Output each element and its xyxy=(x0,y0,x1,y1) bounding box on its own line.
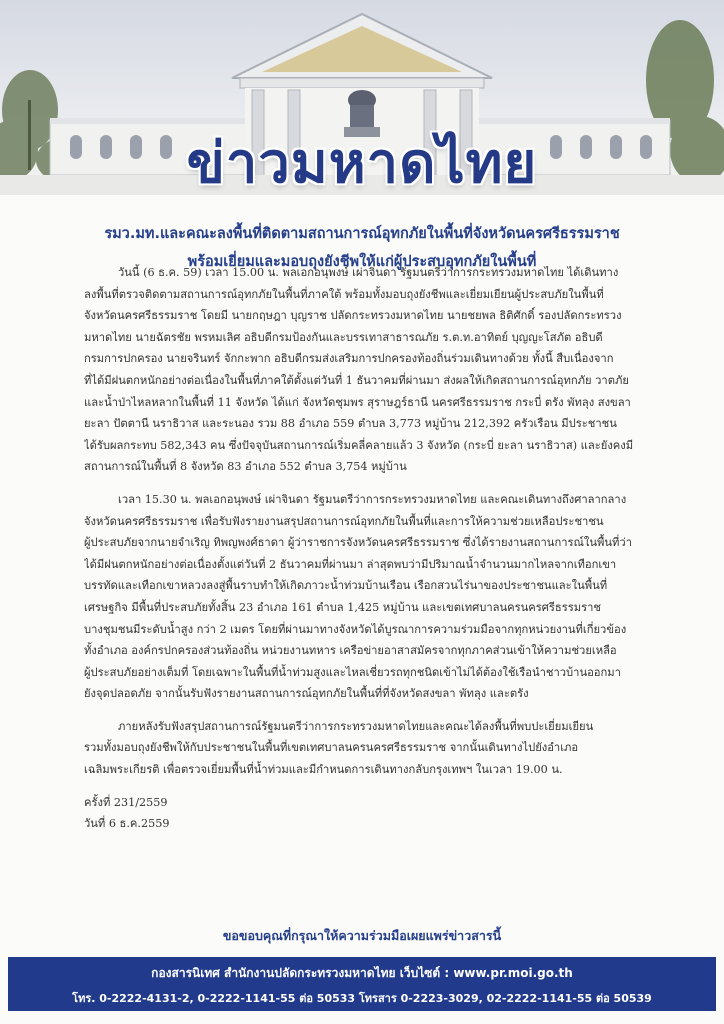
footer-office-website: กองสารนิเทศ สำนักงานปลัดกระทรวงมหาดไทย เว็บไซต์ : www.pr.moi.go.th xyxy=(151,966,573,980)
footer-bar xyxy=(8,957,716,1011)
paragraph-line: วันนี้ (6 ธ.ค. 59) เวลา 15.00 น. พลเอกอนุพงษ์ เผ่าจินดา รัฐมนตรีว่าการกระทรวงมหาดไทย ได้เดินทาง xyxy=(118,266,619,279)
paragraph-line: บางชุมชนมีระดับน้ำสูง กว่า 2 เมตร โดยที่ผ่านมาทางจังหวัดได้บูรณาการความร่วมมือจากทุกหน่วยงานที่เกี่ยวข้อง xyxy=(84,622,627,636)
article-body xyxy=(84,262,654,835)
release-meta xyxy=(84,792,654,835)
paragraph-line: รวมทั้งมอบถุงยังชีพให้กับประชาชนในพื้นที่เขตเทศบาลนครนครศรีธรรมราช จากนั้นเดินทางไปยังอำเภอ xyxy=(84,741,579,755)
paragraph-line: ที่ได้มีฝนตกหนักอย่างต่อเนื่องในพื้นที่ภาคใต้ตั้งแต่วันที่ 1 ธันวาคมที่ผ่านมา ส่งผลให้เกิดสถานการณ์อุทกภัย วาตภัย xyxy=(84,373,629,387)
paragraph-line: และน้ำป่าไหลหลากในพื้นที่ 11 จังหวัด ได้แก่ จังหวัดชุมพร สุราษฎร์ธานี นครศรีธรรมราช กระบี่ ตรัง พัทลุง สงขลา xyxy=(84,395,631,409)
headline-line-1: รมว.มท.และคณะลงพื้นที่ติดตามสถานการณ์อุทกภัยในพื้นที่จังหวัดนครศรีธรรมราช xyxy=(104,226,620,242)
release-date: วันที่ 6 ธ.ค.2559 xyxy=(84,817,170,831)
paragraph-line: ภายหลังรับฟังสรุปสถานการณ์รัฐมนตรีว่าการกระทรวงมหาดไทยและคณะได้ลงพื้นที่พบปะเยี่ยมเยียน xyxy=(118,719,594,733)
headline-line-2: พร้อมเยี่ยมและมอบถุงยังชีพให้แก่ผู้ประสบอุทกภัยในพื้นที่ xyxy=(187,254,537,270)
paragraph-line: สถานการณ์ในพื้นที่ 8 จังหวัด 83 อำเภอ 552 ตำบล 3,754 หมู่บ้าน xyxy=(84,460,407,474)
paragraph-line: ยะลา ปัตตานี นราธิวาส และระนอง รวม 88 อำเภอ 559 ตำบล 3,773 หมู่บ้าน 212,392 ครัวเรือน มีประชาชน xyxy=(84,417,617,431)
thanks-note: ขอขอบคุณที่กรุณาให้ความร่วมมือเผยแพร่ข่าวสารนี้ xyxy=(222,928,502,943)
paragraph-line: กรมการปกครอง นายจรินทร์ จักกะพาก อธิบดีกรมส่งเสริมการปกครองท้องถิ่นร่วมเดินทางด้วย ทั้งนี้ สืบเนื่องจาก xyxy=(84,352,614,366)
release-number: ครั้งที่ 231/2559 xyxy=(84,795,168,809)
paragraph-line: บรรทัดและเทือกเขาหลวงลงสู่พื้นราบทำให้เกิดภาวะน้ำท่วมบ้านเรือน เรือกสวนไร่นาของประชาชนและในพื้นที่ xyxy=(84,579,608,593)
paragraph-line: ได้รับผลกระทบ 582,343 คน ซึ่งปัจจุบันสถานการณ์เริ่มคลี่คลายแล้ว 3 จังหวัด (กระบี่ ยะลา นราธิวาส) และยังคงมี xyxy=(84,438,634,452)
paragraph-line: เวลา 15.30 น. พลเอกอนุพงษ์ เผ่าจินดา รัฐมนตรีว่าการกระทรวงมหาดไทย และคณะเดินทางถึงศาลากลาง xyxy=(118,492,627,506)
paragraph-line: จังหวัดนครศรีธรรมราช โดยมี นายกฤษฎา บุญราช ปลัดกระทรวงมหาดไทย นายชยพล ธิติศักดิ์ รองปลัดกระทรวง xyxy=(84,309,622,323)
paragraph-2 xyxy=(84,489,654,705)
paragraph-line: ทั้งอำเภอ องค์กรปกครองส่วนท้องถิ่น หน่วยงานทหาร เครือข่ายอาสาสมัครจากทุกภาคส่วนเข้าให้ความช่วยเหลือ xyxy=(84,644,617,658)
paragraph-line: ลงพื้นที่ตรวจติดตามสถานการณ์อุทกภัยในพื้นที่ภาคใต้ พร้อมทั้งมอบถุงยังชีพและเยี่ยมเยียนผู้ประสบภัยในพื้นที่ xyxy=(84,287,604,301)
paragraph-line: เฉลิมพระเกียรติ เพื่อตรวจเยี่ยมพื้นที่น้ำท่วมและมีกำหนดการเดินทางกลับกรุงเทพฯ ในเวลา 19.00 น. xyxy=(84,763,563,777)
paragraph-3 xyxy=(84,716,654,781)
paragraph-line: ยังจุดปลอดภัย จากนั้นรับฟังรายงานสถานการณ์อุทกภัยในพื้นที่ที่จังหวัดสงขลา พัทลุง และตรัง xyxy=(84,687,529,701)
paragraph-line: เศรษฐกิจ มีพื้นที่ประสบภัยทั้งสิ้น 23 อำเภอ 161 ตำบล 1,425 หมู่บ้าน และเขตเทศบาลนครนครศรีธรรมราช xyxy=(84,600,601,614)
banner-title: ข่าวมหาดไทย xyxy=(186,131,538,195)
paragraph-line: ได้มีฝนตกหนักอย่างต่อเนื่องตั้งแต่วันที่ 2 ธันวาคมที่ผ่านมา ล่าสุดพบว่ามีปริมาณน้ำจำนวนมากไหลจากเทือกเขา xyxy=(84,557,617,571)
paragraph-1 xyxy=(84,262,654,478)
footer-contact-numbers: โทร. 0-2222-4131-2, 0-2222-1141-55 ต่อ 50533 โทรสาร 0-2223-3029, 02-2222-1141-55 ต่อ 50539 xyxy=(72,992,652,1005)
paragraph-line: ผู้ประสบภัยจากนายจำเริญ ทิพญพงศ์ธาดา ผู้ว่าราชการจังหวัดนครศรีธรรมราช ซึ่งได้รายงานสถานการณ์ในพื้นที่ว่า xyxy=(84,536,632,550)
header-banner xyxy=(0,0,724,195)
paragraph-line: ผู้ประสบภัยอย่างเต็มที่ โดยเฉพาะในพื้นที่น้ำท่วมสูงและไหลเชี่ยวรถทุกชนิดเข้าไม่ได้ต้องใช้เรือนำชาวบ้านออกมา xyxy=(84,665,621,679)
paragraph-line: มหาดไทย นายฉัตรชัย พรหมเลิศ อธิบดีกรมป้องกันและบรรเทาสาธารณภัย ร.ต.ท.อาทิตย์ บุญญะโสภัต อธิบดี xyxy=(84,330,603,344)
paragraph-line: จังหวัดนครศรีธรรมราช เพื่อรับฟังรายงานสรุปสถานการณ์อุทกภัยในพื้นที่และการให้ความช่วยเหลือประชาชน xyxy=(84,514,604,528)
